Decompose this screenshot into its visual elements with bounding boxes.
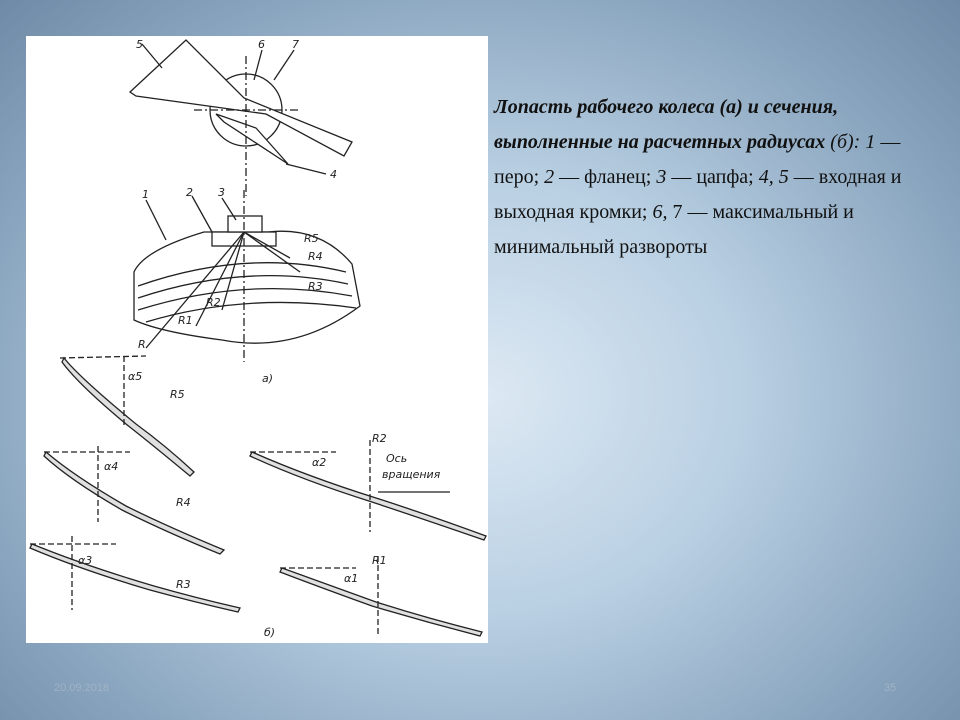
label-sec-r2: R2 [372,432,387,445]
label-a2: α2 [312,456,327,469]
caption-text-1: — перо; [494,131,901,188]
caption-title: Лопасть рабочего колеса (а) и сечения, выполненные на расчетных радиусах [494,96,839,153]
label-r3: R3 [308,280,323,293]
label-1: 1 [142,188,149,201]
label-4: 4 [330,168,337,181]
caption-part-b: (б): [830,131,861,153]
leader-2 [192,196,212,232]
label-a3: α3 [78,554,93,567]
label-r4: R4 [308,250,323,263]
section-r1 [280,568,482,636]
caption-num-45: 4, 5 [758,166,789,188]
label-5: 5 [136,38,143,51]
caption-text-67: 7 — максимальный и минимальный развороты [494,201,854,258]
leader-1 [146,200,166,240]
label-part-a: а) [262,372,274,385]
label-6: 6 [258,38,265,51]
label-a4: α4 [104,460,119,473]
caption-num-1: 1 [865,131,876,153]
label-axis-1: Ось [386,452,408,465]
label-sec-r3: R3 [176,578,191,591]
blade-top-view [130,40,352,156]
blade-top-view-lower [216,114,288,164]
footer-date: 20.09.2018 [54,682,110,694]
edge-7-leader [274,50,294,80]
blade-drawing-svg [26,36,488,643]
caption-text-2: — фланец; [554,166,657,188]
label-r5: R5 [304,232,319,245]
label-axis-2: вращения [382,468,441,481]
section-r2 [250,452,486,540]
label-7: 7 [292,38,299,51]
label-r1: R1 [178,314,193,327]
caption-num-67: 6, [652,201,668,223]
label-r2: R2 [206,296,221,309]
caption-text-3: — цапфа; [666,166,759,188]
trunnion [228,216,262,232]
label-part-b: б) [264,626,276,639]
footer-page-number: 35 [884,682,897,694]
section-r5-ref [60,356,146,358]
edge-5-leader [142,44,162,68]
caption-text-45: — входная и выходная кромки; [494,166,902,223]
label-2: 2 [186,186,193,199]
label-3: 3 [218,186,225,199]
caption-num-3: 3 [656,166,667,188]
blade-sector [134,231,360,343]
figure-caption [494,90,914,265]
label-sec-r1: R1 [372,554,387,567]
label-sec-r4: R4 [176,496,191,509]
label-r: R [138,338,146,351]
label-a1: α1 [344,572,359,585]
section-r4 [44,452,224,554]
caption-num-2: 2 [544,166,555,188]
label-sec-r5: R5 [170,388,185,401]
blade-drawing [26,36,488,643]
label-a5: α5 [128,370,143,383]
edge-4-leader [286,164,326,174]
section-r3 [30,544,240,612]
